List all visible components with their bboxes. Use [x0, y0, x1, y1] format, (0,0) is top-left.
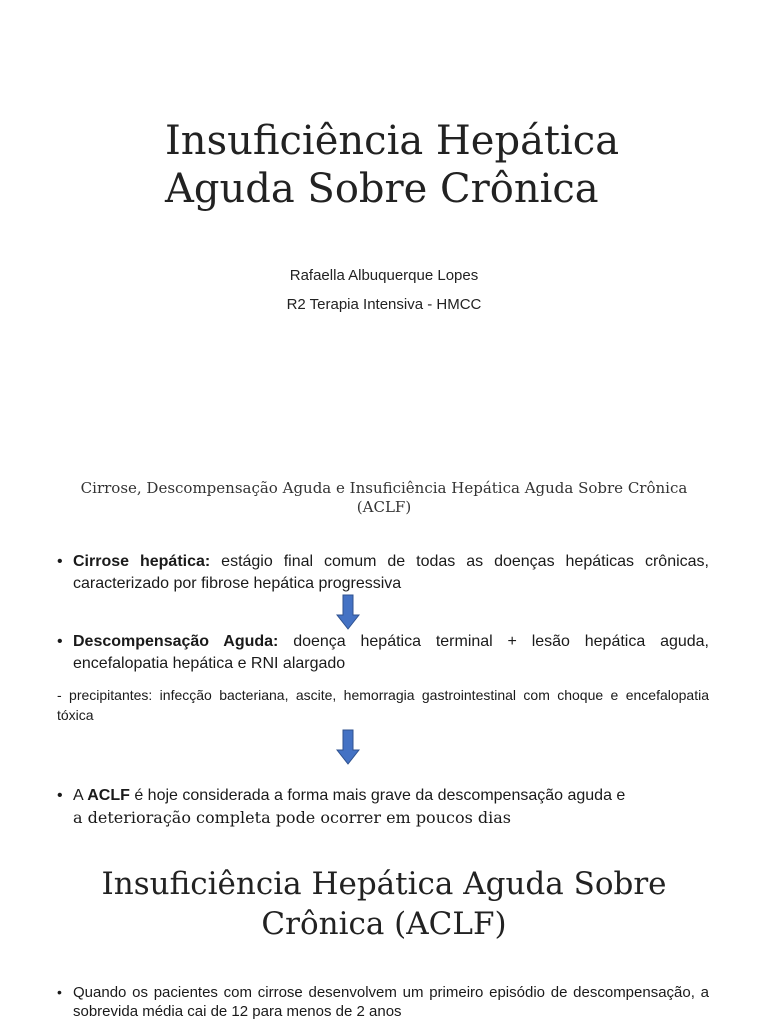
bullet-dot: • — [57, 553, 63, 570]
bullet-descompensacao — [57, 631, 709, 675]
slide1-author-block — [0, 261, 768, 319]
bullet-cirrose — [57, 551, 709, 595]
bullet-cirrose-term: Cirrose hepática: — [73, 553, 211, 570]
bullet-dot: • — [57, 984, 62, 1000]
slide1-title-line2: Aguda Sobre Crônica — [165, 166, 599, 212]
bullet-dot: • — [57, 633, 63, 650]
slide3-title-line1: Insuficiência Hepática Aguda Sobre — [101, 866, 667, 902]
bullet-descompensacao-text: doença hepática terminal + lesão hepática aguda, encefalopatia hepática e RNI alargado — [73, 633, 710, 672]
slide2-title-line1: Cirrose, Descompensação Aguda e Insuficiência Hepática Aguda Sobre Crônica — [80, 479, 688, 497]
slide2-title — [70, 479, 698, 517]
bullet-sobrevida — [57, 983, 709, 1021]
slide1-title-line1: Insuficiência Hepática — [165, 118, 620, 164]
bullet-aclf — [57, 785, 709, 830]
bullet-sobrevida-text: Quando os pacientes com cirrose desenvolvem um primeiro episódio de descompensação, a sobrevida média cai de 12 para menos de 2 anos — [73, 984, 709, 1020]
author-name: Rafaella Albuquerque Lopes — [289, 267, 479, 284]
bullet-aclf-text: é hoje considerada a forma mais grave da descompensação aguda e — [129, 787, 626, 804]
bullet-aclf-term: ACLF — [87, 787, 130, 804]
bullet-aclf-pre: A — [73, 787, 88, 804]
slide3-title-line2: Crônica (ACLF) — [261, 906, 507, 942]
bullet-dot: • — [57, 787, 63, 804]
bullet-aclf-text2: a deterioração completa pode ocorrer em poucos dias — [73, 808, 511, 827]
bullet-cirrose-text: estágio final comum de todas as doenças hepáticas crônicas, caracterizado por fibrose hepática progressiva — [73, 553, 709, 592]
precipitants-text: - precipitantes: infecção bacteriana, ascite, hemorragia gastrointestinal com choque e encefalopatia tóxica — [57, 687, 709, 723]
down-arrow-icon — [336, 729, 360, 765]
slide1-title — [165, 117, 619, 213]
author-role: R2 Terapia Intensiva - HMCC — [286, 296, 482, 313]
slide3-title — [60, 864, 708, 944]
bullet-descompensacao-term: Descompensação Aguda: — [73, 633, 279, 650]
slide2-title-line2: (ACLF) — [356, 498, 412, 516]
down-arrow-icon — [336, 594, 360, 630]
